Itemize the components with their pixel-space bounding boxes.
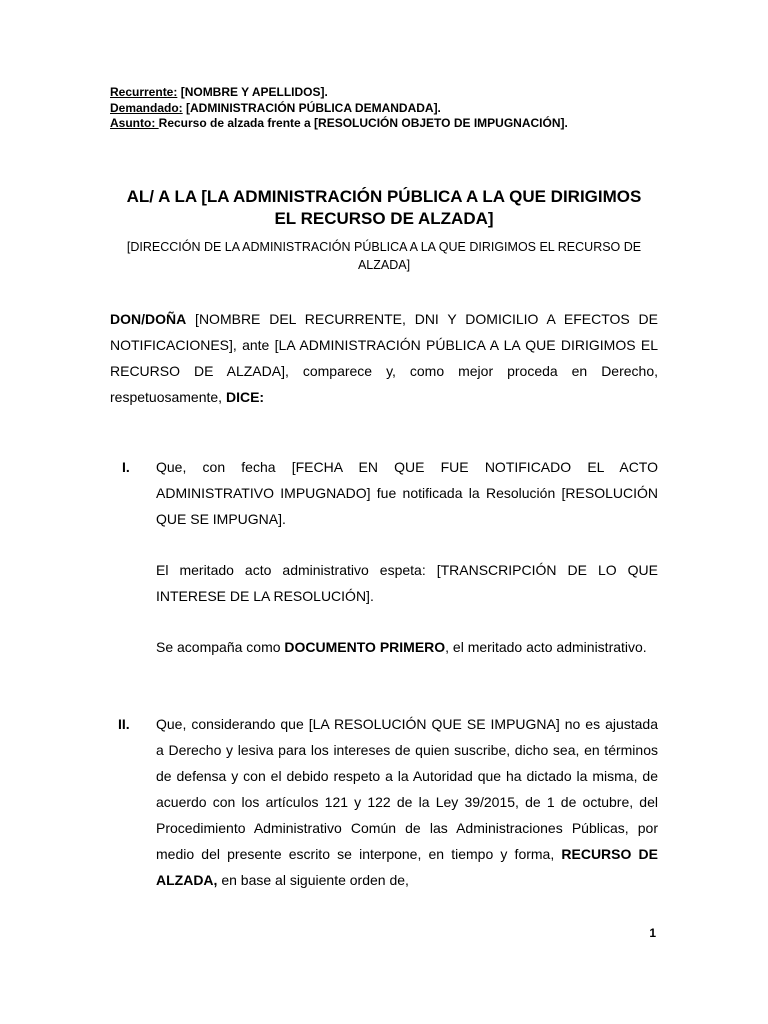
section-1-paragraph-1: Que, con fecha [FECHA EN QUE FUE NOTIFICADO EL ACTO ADMINISTRATIVO IMPUGNADO] fue notificada la Resolución [RESOLUCIÓN QUE SE IMPUGNA].: [156, 459, 658, 527]
page-number: 1: [649, 926, 656, 940]
don-dona-label: DON/DOÑA: [110, 311, 187, 327]
asunto-label: Asunto:: [110, 116, 159, 130]
title-line-1: AL/ A LA [LA ADMINISTRACIÓN PÚBLICA A LA QUE DIRIGIMOS: [126, 187, 642, 206]
recurrente-line: [110, 85, 568, 101]
demandado-label: Demandado:: [110, 100, 183, 115]
section-2-text-post: en base al siguiente orden de,: [217, 872, 409, 888]
doc-ref-post: , el meritado acto administrativo.: [445, 639, 647, 655]
demandado-value: [ADMINISTRACIÓN PÚBLICA DEMANDADA].: [182, 100, 441, 115]
section-2-text-pre: Que, considerando que [LA RESOLUCIÓN QUE SE IMPUGNA] no es ajustada a Derecho y lesiva para los intereses de quien suscribe, dicho sea, en términos de defensa y con el debido respeto a la Autoridad que ha dictado la misma, de acuerdo con los artículos 121 y 122 de la Ley 39/2015, de 1 de octubre, del Procedimiento Administrativo Común de las Administraciones Públicas, por medio del presente escrito se interpone, en tiempo y forma,: [156, 716, 658, 862]
dice-label: DICE:: [225, 389, 265, 405]
section-1-number: I.: [122, 459, 130, 475]
asunto-line: [110, 116, 568, 132]
asunto-value: Recurso de alzada frente a [RESOLUCIÓN OBJETO DE IMPUGNACIÓN].: [158, 116, 568, 130]
title-line-2: EL RECURSO DE ALZADA]: [274, 209, 494, 228]
address-line: [DIRECCIÓN DE LA ADMINISTRACIÓN PÚBLICA A LA QUE DIRIGIMOS EL RECURSO DE ALZADA]: [126, 240, 642, 272]
doc-ref-pre: Se acompaña como: [156, 639, 285, 655]
section-2-number: II.: [118, 716, 130, 732]
demandado-line: [110, 101, 568, 117]
document-title: [90, 186, 678, 230]
intro-text: [NOMBRE DEL RECURRENTE, DNI Y DOMICILIO A EFECTOS DE NOTIFICACIONES], ante [LA ADMINISTRACIÓN PÚBLICA A LA QUE DIRIGIMOS EL RECURSO DE ALZADA], comparece y, como mejor proceda en Derecho, respetuosamente,: [110, 311, 658, 405]
recurrente-value: [NOMBRE Y APELLIDOS].: [177, 85, 328, 99]
case-header: [110, 85, 568, 132]
recurrente-label: Recurrente:: [110, 85, 178, 99]
section-1-paragraph-2: El meritado acto administrativo espeta: [TRANSCRIPCIÓN DE LO QUE INTERESE DE LA RESOLUCIÓN].: [156, 562, 658, 604]
documento-primero: DOCUMENTO PRIMERO: [284, 639, 446, 655]
intro-paragraph: [110, 306, 658, 410]
recurso-de-alzada: RECURSO DE ALZADA,: [156, 846, 658, 888]
section-1-paragraph-3: [156, 634, 658, 660]
section-2-paragraph: [156, 711, 658, 893]
